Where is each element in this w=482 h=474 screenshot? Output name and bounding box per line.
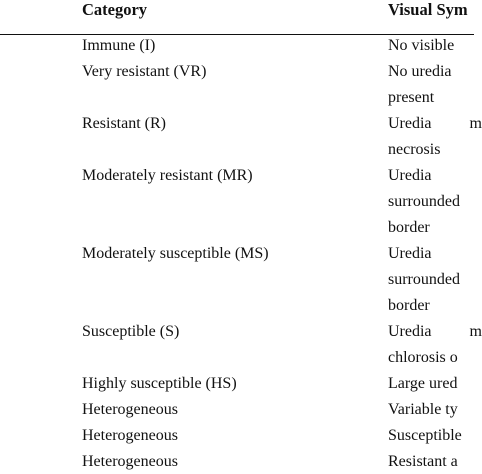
row-category: Moderately susceptible (MS) [82, 245, 269, 262]
row-symptom: border [388, 297, 430, 314]
row-symptom: Uredia [388, 245, 432, 262]
row-category: Heterogeneous [82, 427, 178, 444]
row-category: Heterogeneous [82, 401, 178, 418]
row-category: Highly susceptible (HS) [82, 375, 237, 392]
row-symptom [388, 322, 482, 342]
row-symptom: surrounded [388, 193, 460, 210]
row-symptom: Variable ty [388, 401, 458, 418]
row-symptom: present [388, 89, 435, 106]
row-symptom: No visible [388, 37, 455, 54]
header-rule [0, 34, 474, 35]
row-symptom-tail: m [469, 115, 482, 132]
row-symptom-tail: m [469, 323, 482, 340]
row-category: Moderately resistant (MR) [82, 167, 253, 184]
row-symptom-text: Uredia [388, 115, 432, 132]
row-symptom: border [388, 219, 430, 236]
header-visual-symptoms: Visual Sym [388, 0, 468, 19]
row-symptom: Large ured [388, 375, 458, 392]
row-symptom: chlorosis o [388, 349, 458, 366]
row-category: Heterogeneous [82, 453, 178, 470]
row-symptom: surrounded [388, 271, 460, 288]
row-category: Susceptible (S) [82, 323, 180, 340]
header-category: Category [82, 0, 148, 19]
row-symptom: Susceptible [388, 427, 462, 444]
row-category: Immune (I) [82, 37, 156, 54]
row-symptom: necrosis [388, 141, 441, 158]
row-symptom-text: Uredia [388, 323, 432, 340]
row-category: Very resistant (VR) [82, 63, 207, 80]
row-symptom: No uredia [388, 63, 452, 80]
row-symptom [388, 114, 482, 134]
row-symptom: Resistant a [388, 453, 458, 470]
row-category: Resistant (R) [82, 115, 166, 132]
row-symptom: Uredia [388, 167, 432, 184]
